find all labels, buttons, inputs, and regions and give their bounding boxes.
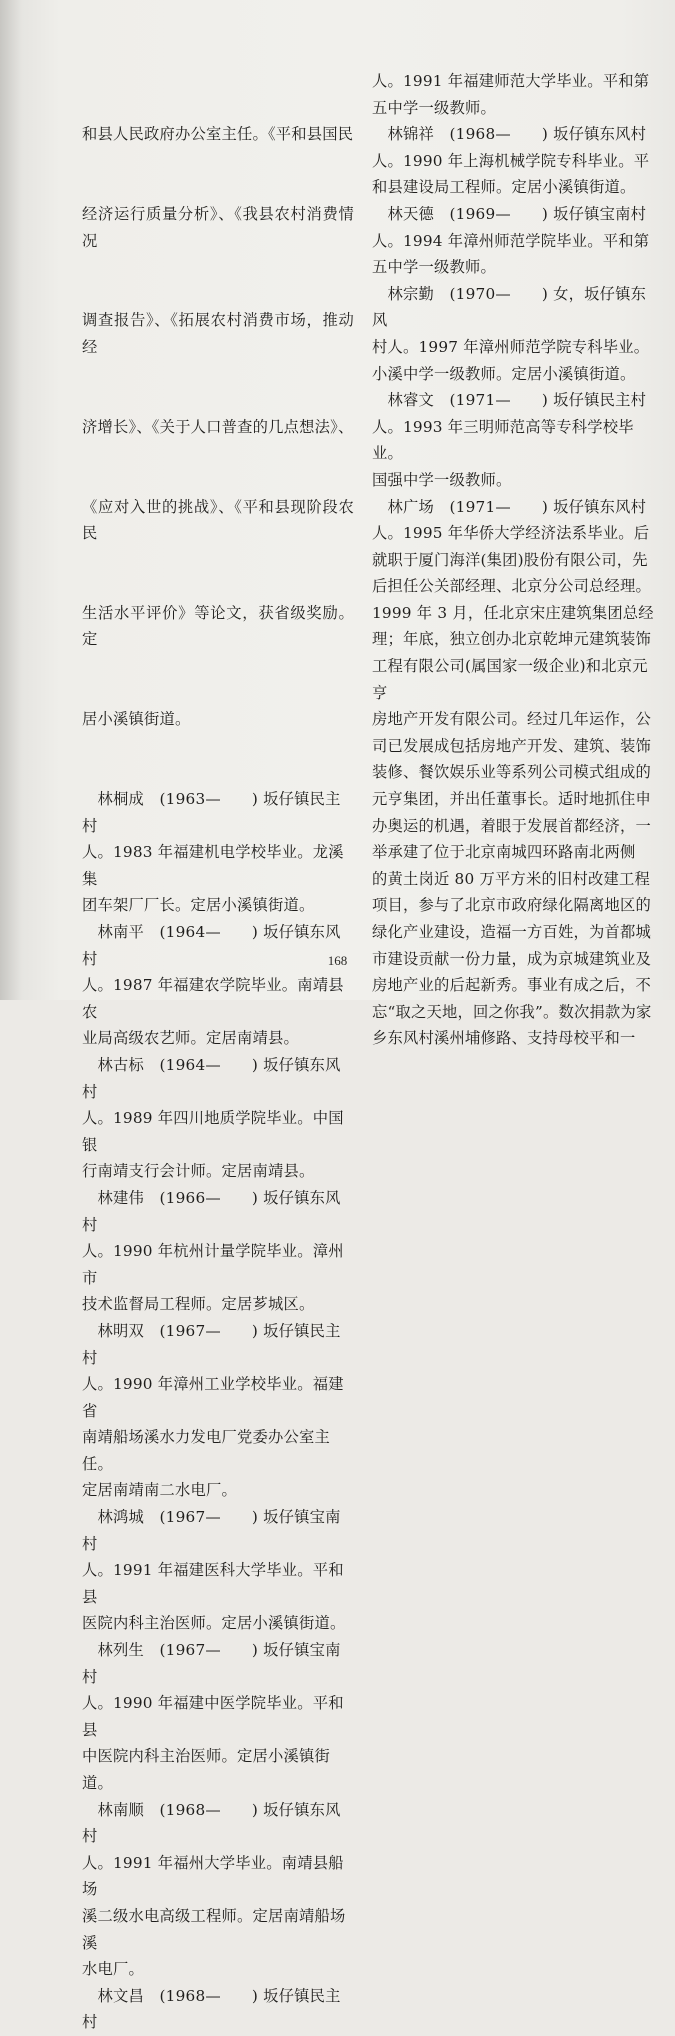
text-line: 水电厂。 bbox=[82, 1960, 144, 1979]
text-line: 业局高级农艺师。定居南靖县。 bbox=[82, 1029, 299, 1048]
biography-entry bbox=[82, 1637, 354, 1797]
text-line: 居小溪镇街道。 bbox=[82, 710, 191, 729]
biography-entry bbox=[82, 786, 354, 919]
text-line: 团车架厂厂长。定居小溪镇街道。 bbox=[82, 896, 315, 915]
text-line: 林广场 (1971— ) 坂仔镇东风村 bbox=[372, 497, 647, 516]
page-number: 168 bbox=[327, 953, 348, 968]
biography-entry bbox=[372, 201, 654, 281]
text-line: 五中学一级教师。 bbox=[372, 98, 496, 117]
text-line: 林锦祥 (1968— ) 坂仔镇东风村 bbox=[372, 125, 647, 144]
text-line: 1999 年 3 月，任北京宋庄建筑集团总经 bbox=[372, 603, 654, 622]
biography-entry bbox=[372, 281, 654, 387]
biography-entry bbox=[82, 1797, 354, 1983]
text-line: 人。1990 年杭州计量学院毕业。漳州市 bbox=[82, 1242, 344, 1287]
text-line: 房地产开发有限公司。经过几年运作，公 bbox=[372, 710, 651, 729]
text-line: 生活水平评价》等论文，获省级奖励。定 bbox=[82, 603, 354, 649]
text-line: 林南平 (1964— ) 坂仔镇东风村 bbox=[82, 923, 341, 968]
text-line: 装修、餐饮娱乐业等系列公司模式组成的 bbox=[372, 763, 651, 782]
text-line: 举承建了位于北京南城四环路南北两侧 bbox=[372, 843, 636, 862]
text-line: 林桐成 (1963— ) 坂仔镇民主村 bbox=[82, 790, 341, 835]
text-line: 项目，参与了北京市政府绿化隔离地区的 bbox=[372, 896, 651, 915]
text-line: 就职于厦门海洋(集团)股份有限公司，先 bbox=[372, 550, 648, 569]
biography-entry bbox=[82, 1983, 354, 2036]
text-line: 人。1990 年上海机械学院专科毕业。平 bbox=[372, 151, 650, 170]
text-line: 林南顺 (1968— ) 坂仔镇东风村 bbox=[82, 1800, 341, 1846]
text-line: 人。1993 年三明师范高等专科学校毕业。 bbox=[372, 417, 634, 463]
text-line: 办奥运的机遇，着眼于发展首都经济，一 bbox=[372, 816, 651, 835]
biography-entries bbox=[82, 786, 354, 2036]
left-column bbox=[82, 68, 354, 2036]
text-line: 理；年底，独立创办北京乾坤元建筑装饰 bbox=[372, 630, 651, 649]
text-line: 林文昌 (1968— ) 坂仔镇民主村 bbox=[82, 1986, 341, 2032]
text-line: 和县建设局工程师。定居小溪镇街道。 bbox=[372, 178, 636, 197]
text-line: 工程有限公司(属国家一级企业)和北京元亨 bbox=[372, 657, 648, 702]
text-line: 元亨集团，并出任董事长。适时地抓住申 bbox=[372, 790, 651, 809]
text-line: 经济运行质量分析》、《我县农村消费情况 bbox=[82, 204, 354, 250]
text-line: 市建设贡献一份力量，成为京城建筑业及 bbox=[372, 949, 651, 968]
text-line: 《应对入世的挑战》、《平和县现阶段农民 bbox=[82, 497, 354, 543]
text-line: 林宗勤 (1970— ) 女，坂仔镇东风 bbox=[372, 284, 647, 330]
text-line: 人。1991 年福建医科大学毕业。平和县 bbox=[82, 1561, 344, 1606]
text-line: 后担任公关部经理、北京分公司总经理。 bbox=[372, 577, 651, 596]
biography-entry bbox=[372, 387, 654, 493]
text-line: 司已发展成包括房地产开发、建筑、装饰 bbox=[372, 736, 651, 755]
text-line: 林古标 (1964— ) 坂仔镇东风村 bbox=[82, 1055, 341, 1101]
biography-entry bbox=[82, 1504, 354, 1637]
text-line: 林睿文 (1971— ) 坂仔镇民主村 bbox=[372, 391, 647, 410]
biography-entries bbox=[372, 68, 654, 1052]
biography-entry bbox=[372, 68, 654, 121]
biography-entry bbox=[372, 121, 654, 201]
text-line: 济增长》、《关于人口普查的几点想法》、 bbox=[82, 417, 354, 436]
text-line: 行南靖支行会计师。定居南靖县。 bbox=[82, 1162, 315, 1181]
text-line: 五中学一级教师。 bbox=[372, 258, 496, 277]
text-line: 人。1995 年华侨大学经济法系毕业。后 bbox=[372, 524, 650, 543]
biography-entry bbox=[82, 1318, 354, 1504]
intro-paragraph bbox=[82, 68, 354, 786]
text-line: 忘“取之天地，回之你我”。数次捐款为家 bbox=[372, 1002, 652, 1021]
biography-entry bbox=[82, 919, 354, 1052]
text-line: 林鸿城 (1967— ) 坂仔镇宝南村 bbox=[82, 1508, 341, 1553]
biography-entry bbox=[82, 1052, 354, 1185]
text-line: 人。1983 年福建机电学校毕业。龙溪集 bbox=[82, 843, 344, 888]
text-line: 人。1987 年福建农学院毕业。南靖县农 bbox=[82, 976, 344, 1021]
text-line: 林建伟 (1966— ) 坂仔镇东风村 bbox=[82, 1188, 341, 1234]
right-column bbox=[372, 68, 654, 1052]
text-line: 人。1990 年福建中医学院毕业。平和县 bbox=[82, 1694, 344, 1739]
text-line: 南靖船场溪水力发电厂党委办公室主任。 bbox=[82, 1428, 330, 1473]
text-line: 中医院内科主治医师。定居小溪镇街道。 bbox=[82, 1747, 330, 1792]
text-line: 溪二级水电高级工程师。定居南靖船场溪 bbox=[82, 1906, 346, 1952]
text-line: 人。1991 年福建师范大学毕业。平和第 bbox=[372, 72, 650, 90]
text-line: 技术监督局工程师。定居芗城区。 bbox=[82, 1295, 315, 1314]
biography-entry bbox=[82, 1185, 354, 1318]
text-line: 和县人民政府办公室主任。《平和县国民 bbox=[82, 125, 354, 144]
text-line: 国强中学一级教师。 bbox=[372, 470, 512, 489]
text-line: 林明双 (1967— ) 坂仔镇民主村 bbox=[82, 1321, 341, 1367]
text-line: 医院内科主治医师。定居小溪镇街道。 bbox=[82, 1614, 346, 1633]
text-line: 的黄土岗近 80 万平方米的旧村改建工程 bbox=[372, 869, 650, 888]
text-line: 人。1990 年漳州工业学校毕业。福建省 bbox=[82, 1375, 344, 1420]
text-line: 小溪中学一级教师。定居小溪镇街道。 bbox=[372, 364, 636, 383]
text-line: 人。1991 年福州大学毕业。南靖县船场 bbox=[82, 1853, 344, 1899]
text-line: 人。1989 年四川地质学院毕业。中国银 bbox=[82, 1109, 344, 1154]
text-line: 林天德 (1969— ) 坂仔镇宝南村 bbox=[372, 204, 647, 223]
text-line: 定居南靖南二水电厂。 bbox=[82, 1481, 237, 1500]
text-line: 调查报告》、《拓展农村消费市场，推动经 bbox=[82, 311, 354, 356]
text-line: 村人。1997 年漳州师范学院专科毕业。 bbox=[372, 337, 650, 356]
text-line: 绿化产业建设，造福一方百姓，为首都城 bbox=[372, 923, 651, 941]
text-line: 房地产业的后起新秀。事业有成之后，不 bbox=[372, 976, 651, 995]
text-line: 人。1994 年漳州师范学院毕业。平和第 bbox=[372, 231, 650, 250]
text-line: 林列生 (1967— ) 坂仔镇宝南村 bbox=[82, 1641, 341, 1686]
text-line: 乡东风村溪州埔修路、支持母校平和一 bbox=[372, 1029, 636, 1048]
